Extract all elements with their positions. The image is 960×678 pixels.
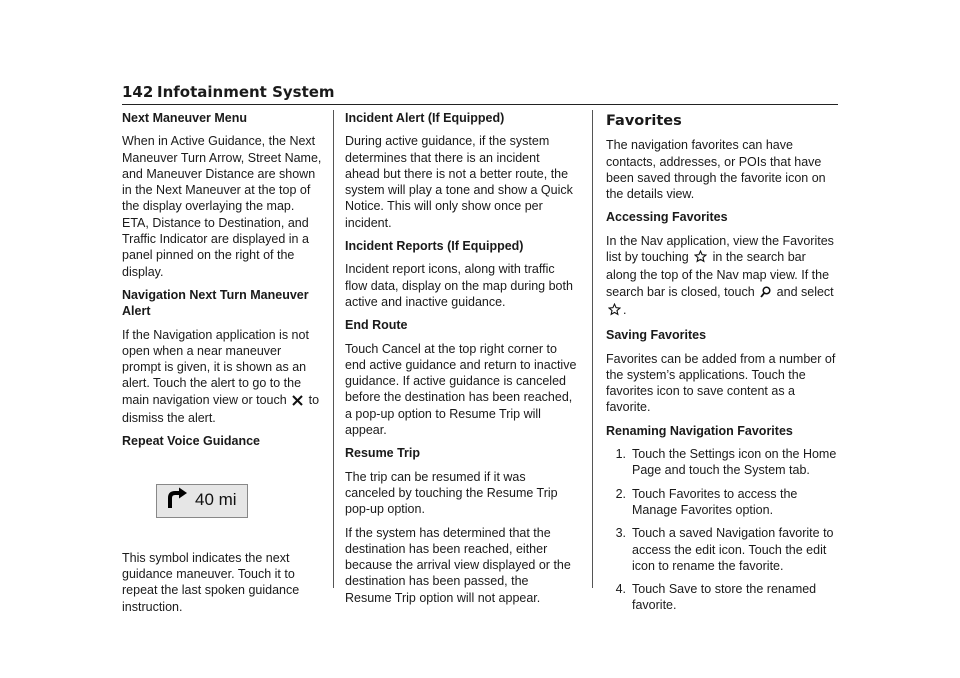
column-right <box>606 110 838 621</box>
para-accessing-text-b: in the search bar along the top of the Nav map view. If the search bar is closed, touch <box>606 250 830 299</box>
para-next-turn-alert-text-a: If the Navigation application is not open when a near maneuver prompt is given, it is shown as an alert. Touch the alert to go to the main navigation view or touch <box>122 327 309 407</box>
para-next-turn-alert <box>122 327 322 427</box>
para-accessing-text-c: and select <box>776 284 834 299</box>
list-item <box>606 581 838 614</box>
heading-favorites: Favorites <box>606 113 682 129</box>
page-header <box>122 82 838 105</box>
page-number: 142 <box>122 83 154 101</box>
list-item <box>606 525 838 574</box>
step-number: 2. <box>615 486 626 501</box>
step-number: 4. <box>615 582 626 597</box>
column-divider-2 <box>592 110 593 588</box>
para-incident-reports: Incident report icons, along with traffic flow data, display on the map during both active and inactive guidance. <box>345 262 573 309</box>
turn-right-arrow-icon <box>165 486 189 514</box>
heading-renaming-favorites: Renaming Navigation Favorites <box>606 423 793 438</box>
guidance-distance: 40 mi <box>195 490 237 510</box>
para-accessing-text-d: . <box>623 302 627 317</box>
star-icon <box>608 303 621 320</box>
list-item <box>606 446 838 479</box>
step-text: Touch Favorites to access the Manage Favorites option. <box>632 486 798 517</box>
para-incident-alert: During active guidance, if the system determines that there is an incident ahead but there is not a better route, the system will play a tone and show a Quick Notice. This will only show once per incident. <box>345 134 573 230</box>
heading-end-route: End Route <box>345 318 408 333</box>
para-resume-trip-2: If the system has determined that the destination has been reached, either because the arrival view displayed or the destination has been passed, the Resume Trip option will not appear. <box>345 525 571 605</box>
para-favorites: The navigation favorites can have contacts, addresses, or POIs that have been saved through the favorite icon on the details view. <box>606 138 826 202</box>
para-resume-trip-1: The trip can be resumed if it was canceled by touching the Resume Trip pop-up option. <box>345 469 558 517</box>
heading-incident-reports: Incident Reports (If Equipped) <box>345 239 524 254</box>
heading-resume-trip: Resume Trip <box>345 446 421 461</box>
heading-accessing-favorites: Accessing Favorites <box>606 210 728 225</box>
column-middle <box>345 110 577 613</box>
renaming-steps <box>606 446 838 614</box>
para-accessing-text-a: In the Nav application, view the Favorites list by touching <box>606 233 834 265</box>
list-item <box>606 486 838 519</box>
para-end-route: Touch Cancel at the top right corner to end active guidance and return to inactive guidance. If active guidance is canceled before the destination has been reached, a pop-up option to Resume Trip will appear. <box>345 341 577 438</box>
column-left <box>122 110 322 622</box>
heading-next-maneuver-menu: Next Maneuver Menu <box>122 111 248 125</box>
para-accessing-favorites <box>606 233 838 320</box>
heading-next-turn-alert: Navigation Next Turn Maneuver Alert <box>122 287 309 319</box>
search-icon <box>760 286 771 302</box>
section-title: Infotainment System <box>157 83 335 101</box>
close-icon <box>292 394 303 410</box>
step-text: Touch Save to store the renamed favorite. <box>632 582 817 613</box>
step-text: Touch a saved Navigation favorite to access the edit icon. Touch the edit icon to rename the favorite. <box>632 526 834 573</box>
repeat-guidance-button[interactable] <box>156 484 248 518</box>
para-next-maneuver-menu: When in Active Guidance, the Next Maneuver Turn Arrow, Street Name, and Maneuver Distance are shown in the Next Maneuver at the top of the display overlaying the map. ETA, Distance to Destination, and Traffic Indicator are displayed in a panel pinned on the right of the display. <box>122 134 322 279</box>
column-divider-1 <box>333 110 334 588</box>
heading-repeat-voice-guidance: Repeat Voice Guidance <box>122 434 261 449</box>
heading-incident-alert: Incident Alert (If Equipped) <box>345 111 505 125</box>
para-saving-favorites: Favorites can be added from a number of the system’s applications. Touch the favorites icon to save content as a favorite. <box>606 351 836 415</box>
star-icon <box>694 250 707 267</box>
step-text: Touch the Settings icon on the Home Page and touch the System tab. <box>632 447 837 478</box>
step-number: 1. <box>615 447 626 462</box>
para-repeat-guidance: This symbol indicates the next guidance maneuver. Touch it to repeat the last spoken guidance instruction. <box>122 550 300 614</box>
step-number: 3. <box>615 526 626 541</box>
para-next-turn-alert-text-b: to dismiss the alert. <box>122 392 320 426</box>
heading-saving-favorites: Saving Favorites <box>606 328 707 343</box>
